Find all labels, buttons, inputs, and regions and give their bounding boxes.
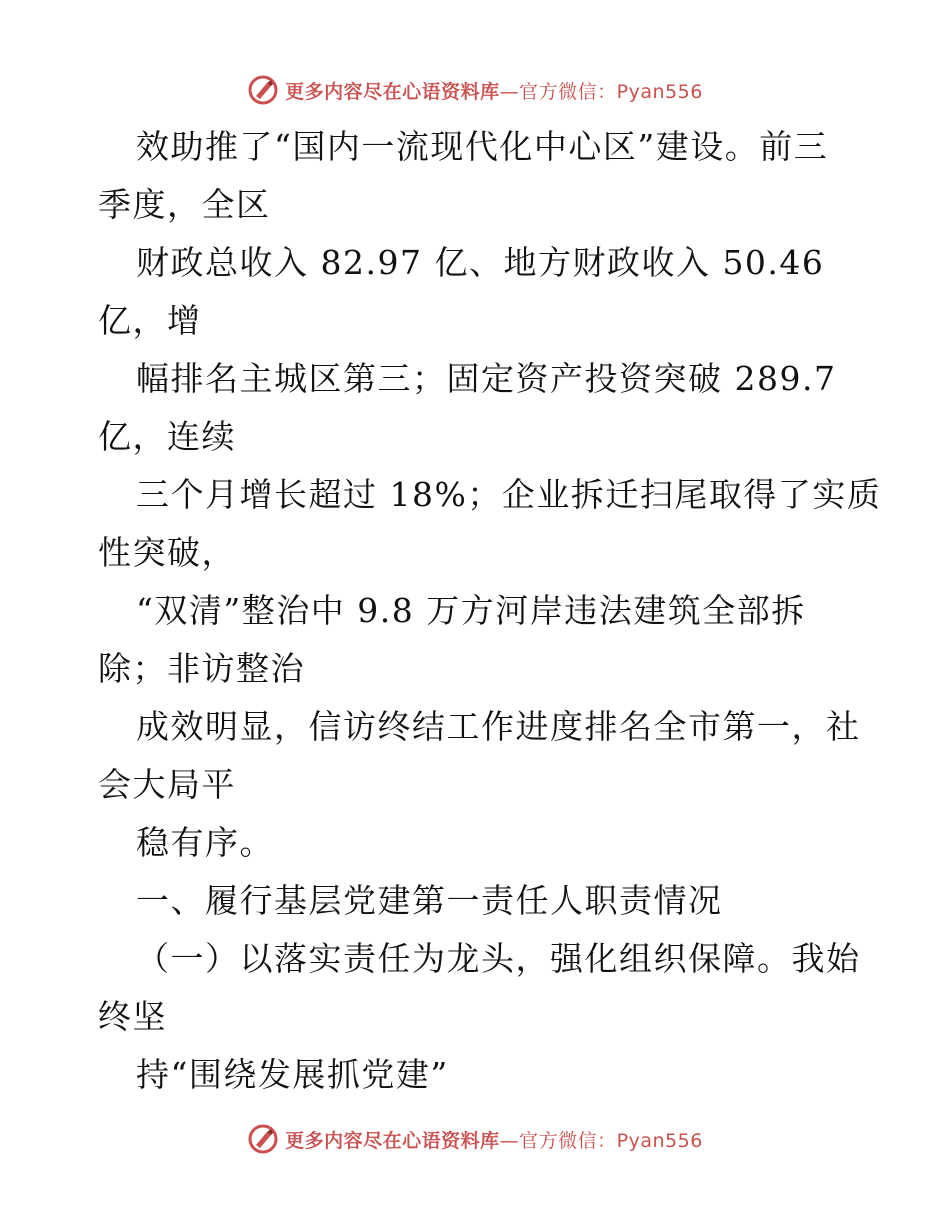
text-line: 亿，连续 (98, 417, 236, 456)
footer-watermark-text: 更多内容尽在心语资料库—官方微信：Pyan556 (285, 1129, 703, 1152)
text-line: 季度，全区 (98, 185, 271, 224)
text-line: 幅排名主城区第三；固定资产投资突破 289.7 (136, 359, 837, 398)
text-line: 持“围绕发展抓党建” (136, 1055, 449, 1094)
text-line: 财政总收入 82.97 亿、地方财政收入 50.46 (136, 243, 825, 282)
section-heading: 一、履行基层党建第一责任人职责情况 (136, 881, 723, 920)
document-body (98, 118, 882, 1104)
header-watermark-banner (0, 72, 950, 108)
brand-logo-icon (247, 1123, 279, 1155)
text-line: “双清”整治中 9.8 万方河岸违法建筑全部拆 (136, 591, 806, 630)
text-line: 亿，增 (98, 301, 202, 340)
text-line: 三个月增长超过 18%；企业拆迁扫尾取得了实质 (136, 475, 882, 514)
text-line: 除；非访整治 (98, 649, 305, 688)
text-line: 稳有序。 (136, 823, 274, 862)
text-line: （一）以落实责任为龙头，强化组织保障。我始 (136, 939, 861, 978)
text-line: 终坚 (98, 997, 167, 1036)
brand-logo-icon (247, 74, 279, 106)
footer-watermark-banner (0, 1121, 950, 1157)
text-line: 性突破， (98, 533, 236, 572)
text-line: 会大局平 (98, 765, 236, 804)
text-line: 效助推了“国内一流现代化中心区”建设。前三 (136, 127, 829, 166)
header-watermark-text: 更多内容尽在心语资料库—官方微信：Pyan556 (285, 80, 703, 103)
text-line: 成效明显，信访终结工作进度排名全市第一，社 (136, 707, 861, 746)
